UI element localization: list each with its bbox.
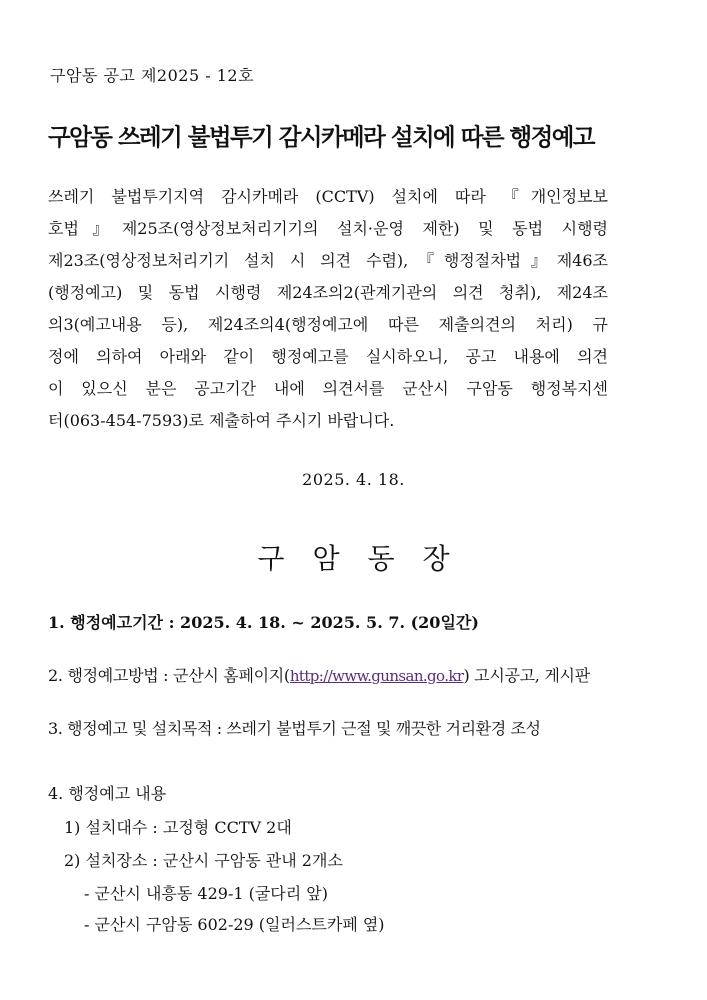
body-line: 터(063-454-7593)로 제출하여 주시기 바랍니다. bbox=[48, 411, 395, 430]
body-line: 이 있으신 분은 공고기간 내에 의견서를 군산시 구암동 행정복지센 bbox=[48, 379, 608, 398]
notice-method bbox=[48, 663, 590, 686]
body-line: (행정예고) 및 동법 시행령 제24조의2(관계기관의 의견 청취), 제24조 bbox=[48, 283, 608, 302]
notice-body bbox=[48, 181, 608, 437]
notice-date: 2025. 4. 18. bbox=[302, 470, 405, 489]
method-suffix: ) 고시공고, 게시판 bbox=[463, 666, 590, 685]
body-line: 호법』제25조(영상정보처리기기의 설치·운영 제한) 및 동법 시행령 bbox=[48, 219, 608, 238]
install-location: 2) 설치장소 : 군산시 구암동 관내 2개소 bbox=[64, 851, 343, 870]
install-count: 1) 설치대수 : 고정형 CCTV 2대 bbox=[64, 818, 292, 837]
method-label: 2. 행정예고방법 : 군산시 홈페이지( bbox=[48, 666, 290, 685]
issuer-name: 구암동장 bbox=[257, 542, 478, 575]
body-line: 의3(예고내용 등), 제24조의4(행정예고에 따른 제출의견의 처리) 규 bbox=[48, 315, 608, 334]
notice-period: 1. 행정예고기간 : 2025. 4. 18. ~ 2025. 5. 7. (20일간) bbox=[48, 613, 479, 632]
notice-number: 구암동 공고 제2025 - 12호 bbox=[50, 66, 255, 85]
notice-purpose: 3. 행정예고 및 설치목적 : 쓰레기 불법투기 근절 및 깨끗한 거리환경 조성 bbox=[48, 719, 541, 738]
location-item: - 군산시 내흥동 429-1 (굴다리 앞) bbox=[84, 884, 329, 903]
body-line: 제23조(영상정보처리기기 설치 시 의견 수렴),『행정절차법』제46조 bbox=[48, 251, 608, 270]
body-line: 정에 의하여 아래와 같이 행정예고를 실시하오니, 공고 내용에 의견 bbox=[48, 347, 608, 366]
notice-title: 구암동 쓰레기 불법투기 감시카메라 설치에 따른 행정예고 bbox=[48, 123, 594, 151]
homepage-link[interactable]: http://www.gunsan.go.kr bbox=[289, 667, 464, 685]
body-line: 쓰레기 불법투기지역 감시카메라 (CCTV) 설치에 따라 『개인정보보 bbox=[48, 187, 608, 206]
content-heading: 4. 행정예고 내용 bbox=[48, 784, 167, 803]
location-item: - 군산시 구암동 602-29 (일러스트카페 옆) bbox=[84, 915, 385, 934]
